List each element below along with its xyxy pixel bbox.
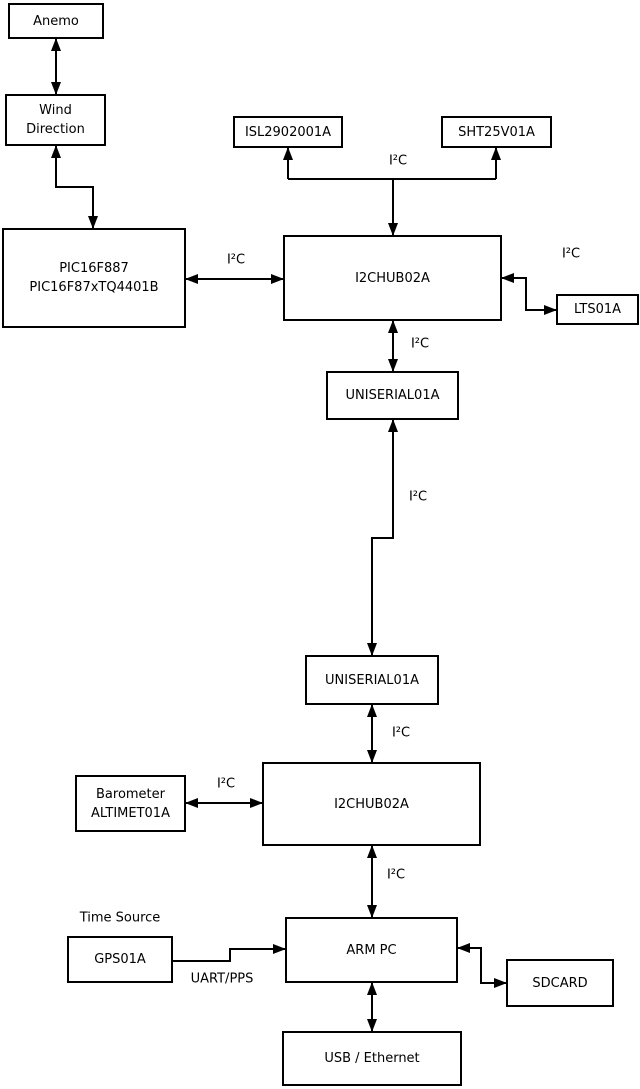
node-label: I2CHUB02A [334, 796, 409, 812]
node-i2chub02a-top [283, 235, 502, 321]
edge-label-i2c-sensors: I²C [388, 153, 408, 169]
node-lts01a [556, 294, 639, 325]
edge-label-uart-pps: UART/PPS [190, 971, 254, 987]
edge-label-i2c-backbone: I²C [408, 489, 428, 505]
node-i2chub02a-bottom [262, 762, 481, 846]
edge-label-time-source: Time Source [79, 910, 161, 926]
node-uniserial01a-bottom [305, 655, 439, 705]
node-label: UNISERIAL01A [325, 672, 419, 688]
node-label: UNISERIAL01A [345, 388, 440, 403]
node-label: Wind [39, 103, 72, 118]
node-sdcard [506, 959, 614, 1007]
node-label: USB / Ethernet [324, 1051, 420, 1066]
edge-label-i2c-hub2-arm: I²C [386, 867, 406, 883]
node-usb-ethernet [282, 1031, 462, 1086]
node-anemo [8, 3, 104, 39]
edge-gps-armpc [173, 949, 285, 961]
node-label: ARM PC [346, 942, 397, 958]
node-label: SHT25V01A [458, 124, 535, 140]
edge-uniserial-backbone [372, 420, 393, 655]
node-sht25v01a [441, 116, 552, 148]
node-label: ISL2902001A [244, 124, 332, 140]
node-label: Barometer [96, 786, 165, 802]
node-label: PIC16F87xTQ4401B [29, 280, 159, 295]
node-pic16f887 [2, 228, 186, 328]
node-label: I2CHUB02A [355, 270, 430, 286]
node-isl2902001a [233, 116, 343, 148]
node-label: PIC16F887 [59, 261, 129, 276]
edge-label-i2c-pic: I²C [226, 252, 246, 268]
node-wind-direction [5, 94, 106, 146]
node-label: SDCARD [532, 975, 588, 991]
node-barometer-altimet01a [75, 775, 186, 832]
node-uniserial01a-top [326, 371, 459, 420]
edge-label-i2c-hub-serial: I²C [410, 336, 430, 352]
node-arm-pc [285, 917, 458, 983]
node-label: LTS01A [573, 302, 622, 317]
edge-i2chub-lts [502, 278, 556, 310]
edge-armpc-sdcard [458, 948, 506, 983]
node-label: Direction [26, 122, 85, 137]
edge-wind-pic [56, 146, 93, 228]
edge-label-i2c-lts: I²C [561, 246, 581, 262]
node-label: Anemo [33, 13, 79, 29]
edge-label-i2c-serial-hub2: I²C [391, 725, 411, 741]
edge-label-i2c-barometer: I²C [216, 776, 236, 792]
node-gps01a [67, 936, 173, 983]
node-label: GPS01A [94, 952, 146, 967]
node-label: ALTIMET01A [91, 805, 170, 821]
